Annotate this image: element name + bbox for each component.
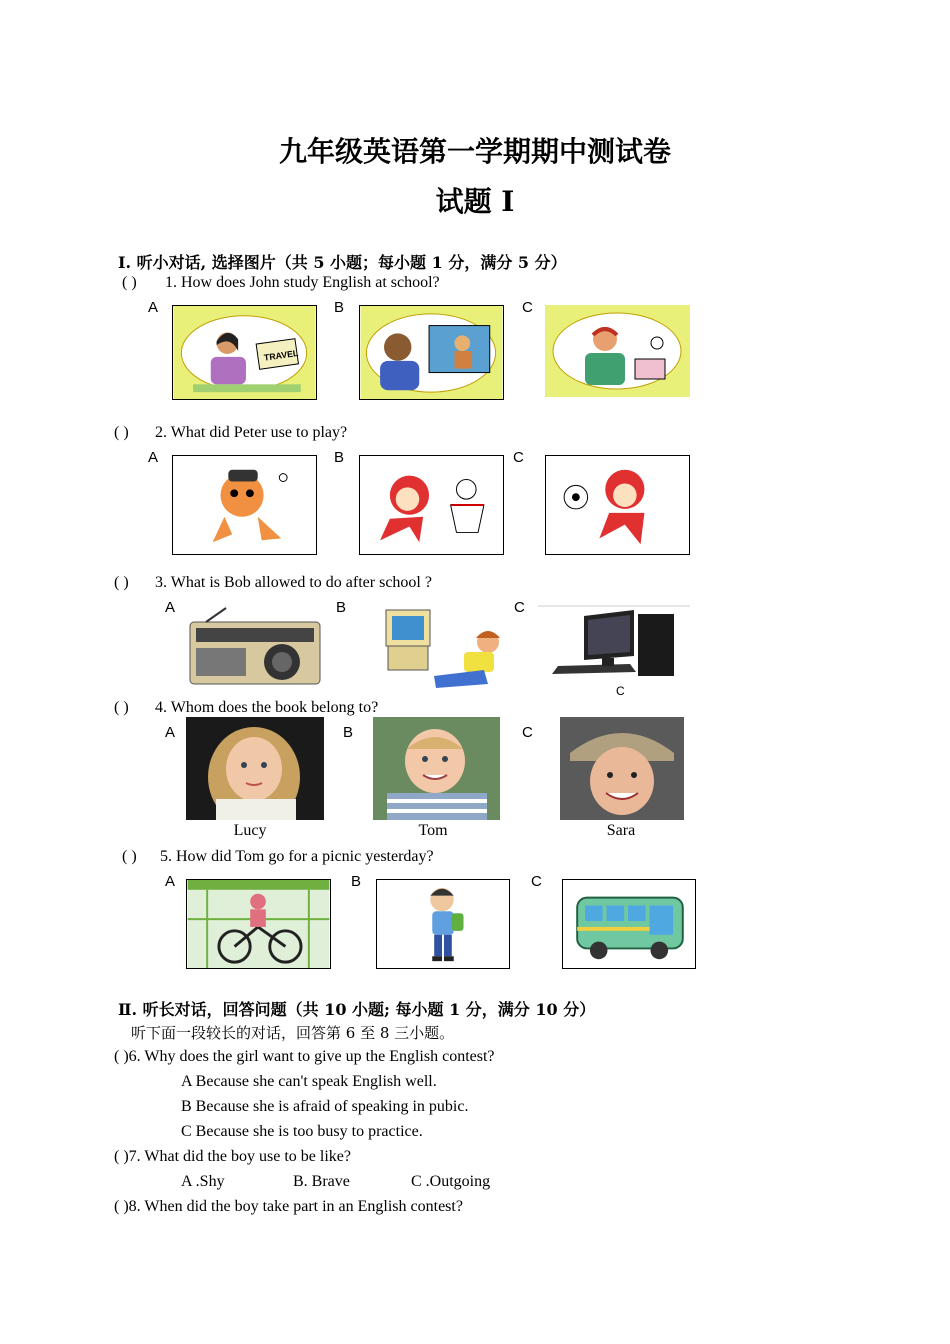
q5-option-b-label: B [351, 873, 362, 890]
section1-heading: Ⅰ. 听小对话, 选择图片（共 5 小题；每小题 1 分，满分 5 分） [118, 253, 567, 272]
q1-option-c-label: C [522, 299, 533, 316]
q3-picture-b-tv-boy [384, 604, 514, 696]
q1-option-a-label: A [148, 299, 159, 316]
page-title: 九年级英语第一学期期中测试卷 [278, 135, 671, 168]
q4-caption-lucy: Lucy [233, 822, 267, 839]
q6-option-b: B Because she is afraid of speaking in pubic. [181, 1098, 469, 1115]
q4-picture-a-lucy [186, 717, 324, 820]
q5-picture-c-bus [562, 879, 696, 969]
q1-picture-a-writing [172, 305, 317, 400]
q2-option-c-label: C [513, 449, 524, 466]
q7-option-a: A .Shy [181, 1173, 225, 1190]
q1-option-b-label: B [334, 299, 345, 316]
q4-option-c-label: C [522, 724, 533, 741]
page-subtitle: 试题 I [435, 185, 515, 218]
travel-sign-text: TRAVEL [263, 347, 299, 363]
q7-option-c: C .Outgoing [411, 1173, 491, 1190]
q4-bracket: ( ) [114, 699, 129, 716]
q2-picture-b-basketball [359, 455, 504, 555]
q7-text: ( )7. What did the boy use to be like? [114, 1148, 351, 1165]
q5-option-c-label: C [531, 873, 542, 890]
q4-caption-sara: Sara [606, 822, 636, 839]
q1-bracket: ( ) [122, 274, 137, 291]
q5-picture-a-bike [186, 879, 331, 969]
q4-option-a-label: A [165, 724, 176, 741]
q8-text: ( )8. When did the boy take part in an English contest? [114, 1198, 463, 1215]
q3-option-b-label: B [336, 599, 347, 616]
q5-option-a-label: A [165, 873, 176, 890]
q3-picture-c-computer [538, 604, 690, 686]
q2-option-b-label: B [334, 449, 345, 466]
q2-picture-a-mascot [172, 455, 317, 555]
q2-text: 2. What did Peter use to play? [155, 424, 348, 441]
q3-bracket: ( ) [114, 574, 129, 591]
q6-text: ( )6. Why does the girl want to give up the English contest? [114, 1048, 495, 1065]
q4-option-b-label: B [343, 724, 354, 741]
q7-option-b: B. Brave [293, 1173, 350, 1190]
q5-bracket: ( ) [122, 848, 137, 865]
q2-option-a-label: A [148, 449, 159, 466]
q3-option-a-label: A [165, 599, 176, 616]
q3-picture-a-radio [186, 604, 323, 686]
section2-intro: 听下面一段较长的对话，回答第 6 至 8 三小题。 [131, 1024, 455, 1042]
q6-option-c: C Because she is too busy to practice. [181, 1123, 423, 1140]
q3-text: 3. What is Bob allowed to do after school ? [155, 574, 432, 591]
q5-picture-b-walking [376, 879, 510, 969]
q5-text: 5. How did Tom go for a picnic yesterday? [160, 848, 434, 865]
q3-picture-c-caption: C [616, 684, 625, 698]
q4-text: 4. Whom does the book belong to? [155, 699, 379, 716]
q1-text: 1. How does John study English at school? [165, 274, 440, 291]
q3-option-c-label: C [514, 599, 525, 616]
q1-picture-c-computer [545, 305, 690, 397]
q4-picture-c-sara [560, 717, 684, 820]
q6-option-a: A Because she can't speak English well. [181, 1073, 437, 1090]
q2-bracket: ( ) [114, 424, 129, 441]
q2-picture-c-football [545, 455, 690, 555]
q1-picture-b-teacher [359, 305, 504, 400]
q4-caption-tom: Tom [418, 822, 448, 839]
q4-picture-b-tom [373, 717, 500, 820]
section2-heading: Ⅱ. 听长对话，回答问题（共 10 小题; 每小题 1 分，满分 10 分） [118, 1000, 596, 1019]
